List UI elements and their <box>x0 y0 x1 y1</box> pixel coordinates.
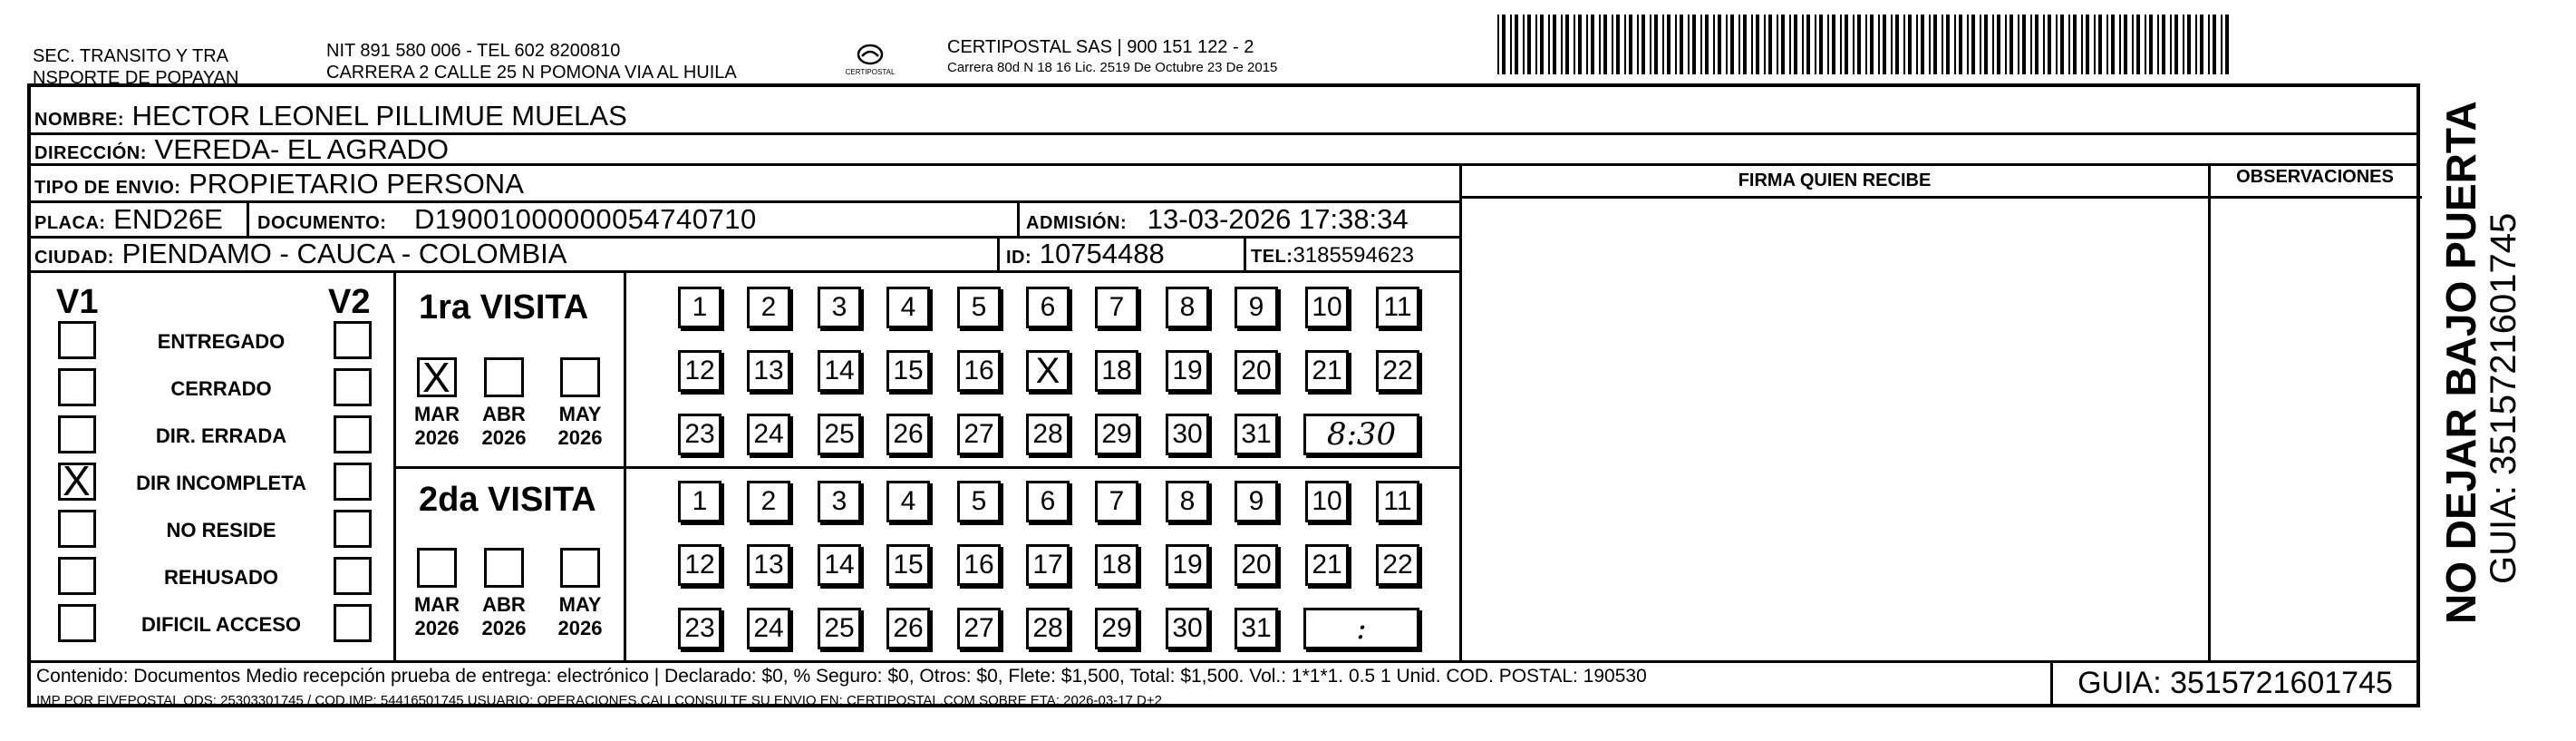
id-value: 10754488 <box>1039 238 1165 269</box>
v2-checkbox[interactable] <box>334 368 372 406</box>
time-field[interactable]: : <box>1303 608 1419 649</box>
day-box[interactable]: 21 <box>1305 350 1349 392</box>
status-option-label: ENTREGADO <box>157 330 286 353</box>
day-box[interactable]: 24 <box>747 414 790 455</box>
day-box[interactable]: 1 <box>678 481 721 522</box>
barcode-bar <box>1713 15 1715 74</box>
barcode-bar <box>2106 15 2108 74</box>
barcode-bar <box>1751 15 1753 74</box>
barcode-bar <box>1705 15 1709 74</box>
day-box[interactable]: 11 <box>1376 287 1419 328</box>
barcode-bar <box>1497 15 1499 74</box>
barcode-bar <box>1777 15 1778 74</box>
tel-value: 3185594623 <box>1293 243 1414 268</box>
barcode-bar <box>1688 15 1690 74</box>
barcode-bar <box>2157 15 2159 74</box>
barcode-bar <box>2170 15 2172 74</box>
day-box[interactable]: 26 <box>886 414 930 455</box>
month-year: 2026 <box>481 426 527 449</box>
day-box[interactable]: 6 <box>1026 481 1070 522</box>
barcode-bar <box>2187 15 2191 74</box>
barcode-bar <box>1865 15 1867 74</box>
day-box[interactable]: 14 <box>818 544 861 586</box>
barcode-bar <box>1980 15 1981 74</box>
day-box[interactable]: 4 <box>886 287 930 328</box>
v2-checkbox[interactable] <box>334 463 372 501</box>
barcode-bar <box>1730 15 1734 74</box>
v2-checkbox[interactable] <box>334 415 372 453</box>
month-label <box>477 593 531 640</box>
day-box[interactable]: 28 <box>1026 608 1070 649</box>
month-name: ABR <box>482 403 526 425</box>
barcode-bar <box>1565 15 1569 74</box>
barcode-bar <box>1599 15 1601 74</box>
barcode-bar <box>2195 15 2197 74</box>
cell-divider <box>247 200 249 236</box>
barcode-bar <box>1680 15 1683 74</box>
day-box[interactable]: 3 <box>818 481 861 522</box>
id-field <box>1006 238 1165 274</box>
day-box[interactable]: X <box>1026 350 1070 392</box>
barcode-bar <box>1718 15 1721 74</box>
direccion-label: DIRECCIÓN: <box>34 143 147 163</box>
month-year: 2026 <box>414 426 460 449</box>
barcode-bar <box>2098 15 2102 74</box>
month-checkbox[interactable] <box>484 548 524 588</box>
barcode-bar <box>2068 15 2070 74</box>
company-line: CERTIPOSTAL SAS | 900 151 122 - 2 <box>947 37 1254 57</box>
v1-checkbox[interactable] <box>58 415 96 453</box>
day-box[interactable]: 7 <box>1095 287 1138 328</box>
barcode-bar <box>1827 15 1829 74</box>
barcode-bar <box>1756 15 1759 74</box>
barcode-bar <box>1548 15 1550 74</box>
month-label <box>553 593 607 640</box>
documento-value: D19001000000054740710 <box>414 203 757 235</box>
day-box[interactable]: 13 <box>747 350 790 392</box>
day-box[interactable]: 19 <box>1166 350 1209 392</box>
cell-divider <box>1017 200 1020 236</box>
barcode-bar <box>1637 15 1639 74</box>
day-box[interactable]: 23 <box>678 608 721 649</box>
address-line: CARRERA 2 CALLE 25 N POMONA VIA AL HUILA <box>326 63 737 83</box>
barcode-bar <box>1883 15 1886 74</box>
placa-field <box>34 203 223 239</box>
month-name: MAR <box>413 593 460 616</box>
id-label: ID: <box>1006 248 1032 268</box>
v2-checkbox[interactable] <box>334 321 372 359</box>
status-option-label: DIFICIL ACCESO <box>140 613 301 636</box>
barcode-bar <box>2073 15 2077 74</box>
day-box[interactable]: 31 <box>1235 608 1278 649</box>
barcode-bar <box>1984 15 1988 74</box>
nit-line: NIT 891 580 006 - TEL 602 8200810 <box>326 41 621 61</box>
barcode-bar <box>1515 15 1518 74</box>
day-box[interactable]: 9 <box>1235 481 1278 522</box>
barcode-bar <box>1967 15 1969 74</box>
barcode-bar <box>1921 15 1924 74</box>
direccion-row <box>34 133 449 170</box>
day-box[interactable]: 15 <box>886 544 930 586</box>
barcode-bar <box>2145 15 2146 74</box>
v2-header: V2 <box>328 283 371 321</box>
barcode-bar <box>1764 15 1766 74</box>
barcode-bar <box>1891 15 1893 74</box>
barcode-bar <box>1815 15 1816 74</box>
day-box[interactable]: 1 <box>678 287 721 328</box>
barcode-bar <box>1929 15 1931 74</box>
month-checkbox[interactable] <box>560 357 600 397</box>
month-checkbox[interactable] <box>560 548 600 588</box>
month-name: MAR <box>413 403 460 425</box>
barcode-bar <box>1954 15 1956 74</box>
month-label <box>553 403 607 450</box>
barcode-bar <box>1789 15 1791 74</box>
barcode-bar <box>2048 15 2051 74</box>
column-header-divider <box>1461 196 2422 199</box>
day-box[interactable]: 27 <box>957 414 1001 455</box>
contenido-line: Contenido: Documentos Medio recepción prueba de entrega: electrónico | Declarado: $0, % Seguro: $0, Otros: $0, Flete: $1,500, Total: $1,500. Vol.: 1*1*1. 0.5 1 Unid. COD. POSTAL: 190530 <box>36 666 1647 687</box>
barcode-bar <box>2124 15 2127 74</box>
barcode-bar <box>1527 15 1531 74</box>
barcode-bar <box>1946 15 1950 74</box>
barcode-graphic <box>1497 15 2233 74</box>
barcode-bar <box>1903 15 1905 74</box>
day-box[interactable]: 2 <box>747 481 790 522</box>
day-box[interactable]: 30 <box>1166 608 1209 649</box>
status-option-label: DIR INCOMPLETA <box>136 472 306 494</box>
barcode-bar <box>1561 15 1563 74</box>
ciudad-label: CIUDAD: <box>34 248 114 268</box>
agency-contact <box>326 40 737 83</box>
barcode-bar <box>1997 15 2000 74</box>
nombre-row <box>34 100 627 136</box>
day-box[interactable]: 12 <box>678 350 721 392</box>
ciudad-field <box>34 238 567 274</box>
cell-divider <box>1244 236 1246 270</box>
tipo-envio-value: PROPIETARIO PERSONA <box>189 168 524 200</box>
day-box[interactable]: 27 <box>957 608 1001 649</box>
day-box[interactable]: 18 <box>1095 544 1138 586</box>
time-field[interactable]: 8:30 <box>1303 414 1419 455</box>
day-box[interactable]: 11 <box>1376 481 1419 522</box>
barcode-bar <box>1832 15 1835 74</box>
barcode-bar <box>2136 15 2140 74</box>
barcode-bar <box>1586 15 1588 74</box>
month-checkbox[interactable] <box>417 548 457 588</box>
month-name: MAY <box>558 593 602 616</box>
barcode-bar <box>2018 15 2019 74</box>
barcode-bar <box>2081 15 2083 74</box>
day-box[interactable]: 26 <box>886 608 930 649</box>
barcode-bar <box>1535 15 1537 74</box>
ciudad-value: PIENDAMO - CAUCA - COLOMBIA <box>121 238 567 269</box>
barcode-bar <box>2060 15 2064 74</box>
barcode-bar <box>1591 15 1594 74</box>
status-option-label: REHUSADO <box>164 566 278 589</box>
day-box[interactable]: 15 <box>886 350 930 392</box>
barcode-bar <box>1878 15 1880 74</box>
barcode-bar <box>2200 15 2203 74</box>
day-box[interactable]: 16 <box>957 544 1001 586</box>
barcode-bar <box>2119 15 2121 74</box>
certipostal-logo <box>834 36 906 87</box>
barcode-bar <box>2009 15 2013 74</box>
tel-label: TEL: <box>1251 247 1293 267</box>
no-dejar-bajo-puerta: NO DEJAR BAJO PUERTA <box>2437 101 2484 624</box>
barcode-bar <box>1726 15 1728 74</box>
day-box[interactable]: 29 <box>1095 608 1138 649</box>
barcode-bar <box>1510 15 1512 74</box>
barcode-bar <box>1675 15 1677 74</box>
nombre-label: NOMBRE: <box>34 110 125 130</box>
barcode-bar <box>1819 15 1823 74</box>
barcode-bar <box>2022 15 2026 74</box>
day-box[interactable]: 7 <box>1095 481 1138 522</box>
barcode-bar <box>2208 15 2210 74</box>
day-box[interactable]: 3 <box>818 287 861 328</box>
day-box[interactable]: 25 <box>818 608 861 649</box>
barcode-bar <box>1692 15 1696 74</box>
barcode-bar <box>1578 15 1582 74</box>
day-box[interactable]: 10 <box>1305 287 1349 328</box>
barcode-bar <box>1992 15 1994 74</box>
month-year: 2026 <box>557 617 603 639</box>
barcode-bar <box>2221 15 2223 74</box>
barcode-bar <box>1959 15 1962 74</box>
month-name: MAY <box>558 403 602 425</box>
day-box[interactable]: 8 <box>1166 287 1209 328</box>
day-box[interactable]: 20 <box>1235 544 1278 586</box>
day-box[interactable]: 20 <box>1235 350 1278 392</box>
barcode-bar <box>2035 15 2039 74</box>
barcode-bar <box>1768 15 1772 74</box>
barcode-bar <box>1667 15 1671 74</box>
day-box[interactable]: 13 <box>747 544 790 586</box>
v1-checkbox[interactable] <box>58 321 96 359</box>
day-box[interactable]: 16 <box>957 350 1001 392</box>
barcode-bar <box>2111 15 2115 74</box>
day-box[interactable]: 9 <box>1235 287 1278 328</box>
barcode-bar <box>1662 15 1664 74</box>
barcode-bar <box>1933 15 1937 74</box>
month-checkbox[interactable] <box>417 354 457 401</box>
v2-checkbox[interactable] <box>334 510 372 548</box>
barcode-bar <box>1616 15 1620 74</box>
barcode-bar <box>2174 15 2178 74</box>
barcode-bar <box>2183 15 2184 74</box>
day-box[interactable]: 12 <box>678 544 721 586</box>
barcode-bar <box>1574 15 1575 74</box>
direccion-value: VEREDA- EL AGRADO <box>154 133 449 165</box>
admision-field <box>1026 203 1409 239</box>
v1-header: V1 <box>56 283 99 321</box>
barcode-bar <box>1523 15 1525 74</box>
visit2-title: 2da VISITA <box>419 481 596 519</box>
barcode-bar <box>1738 15 1740 74</box>
day-box[interactable]: 5 <box>957 287 1001 328</box>
day-box[interactable]: 17 <box>1026 544 1070 586</box>
barcode-bar <box>1857 15 1861 74</box>
day-box[interactable]: 30 <box>1166 414 1209 455</box>
placa-label: PLACA: <box>34 213 106 233</box>
barcode-bar <box>1806 15 1810 74</box>
signature-area[interactable] <box>1463 200 2206 660</box>
barcode-bar <box>2149 15 2153 74</box>
company-info <box>947 36 1277 76</box>
barcode-bar <box>2162 15 2165 74</box>
day-box[interactable]: 14 <box>818 350 861 392</box>
admision-label: ADMISIÓN: <box>1026 213 1128 233</box>
barcode-bar <box>1908 15 1912 74</box>
barcode-bar <box>1794 15 1797 74</box>
barcode-bar <box>2086 15 2089 74</box>
footer-divider <box>27 660 2420 663</box>
nombre-value: HECTOR LEONEL PILLIMUE MUELAS <box>131 100 627 132</box>
admision-value: 13-03-2026 17:38:34 <box>1147 203 1409 235</box>
tipo-envio-row <box>34 168 524 204</box>
barcode-bar <box>1654 15 1658 74</box>
barcode-bar <box>2005 15 2007 74</box>
barcode-bar <box>1781 15 1785 74</box>
check-mark: X <box>63 457 91 504</box>
barcode-bar <box>1700 15 1702 74</box>
v2-checkbox[interactable] <box>334 604 372 642</box>
agency-name <box>33 45 238 89</box>
barcode-bar <box>1971 15 1975 74</box>
day-box[interactable]: 8 <box>1166 481 1209 522</box>
day-box[interactable]: 22 <box>1376 350 1419 392</box>
barcode-bar <box>1641 15 1645 74</box>
barcode-bar <box>1502 15 1506 74</box>
v1-checkbox[interactable] <box>58 457 96 504</box>
day-box[interactable]: 10 <box>1305 481 1349 522</box>
month-label <box>410 593 464 640</box>
barcode-bar <box>2043 15 2045 74</box>
v1-checkbox[interactable] <box>58 557 96 595</box>
month-year: 2026 <box>481 617 527 639</box>
tipo-envio-label: TIPO DE ENVIO: <box>34 178 181 198</box>
signature-column-divider <box>1459 163 1462 662</box>
v2-checkbox[interactable] <box>334 557 372 595</box>
barcode-bar <box>1624 15 1626 74</box>
day-box[interactable]: 19 <box>1166 544 1209 586</box>
v1-checkbox[interactable] <box>58 510 96 548</box>
day-box[interactable]: 2 <box>747 287 790 328</box>
visit-separator <box>393 466 1461 469</box>
barcode-bar <box>2030 15 2032 74</box>
barcode-bar <box>1916 15 1918 74</box>
barcode-bar <box>2132 15 2134 74</box>
documento-field <box>257 203 757 239</box>
month-checkbox[interactable] <box>484 357 524 397</box>
barcode-bar <box>1802 15 1804 74</box>
day-box[interactable]: 6 <box>1026 287 1070 328</box>
status-option-label: DIR. ERRADA <box>155 424 287 447</box>
barcode-bar <box>1840 15 1842 74</box>
v1-checkbox[interactable] <box>58 368 96 406</box>
agency-line-1: SEC. TRANSITO Y TRA <box>33 46 228 66</box>
v1-checkbox[interactable] <box>58 604 96 642</box>
firma-header: FIRMA QUIEN RECIBE <box>1738 171 1932 190</box>
day-box[interactable]: 21 <box>1305 544 1349 586</box>
month-name: ABR <box>482 593 526 616</box>
side-guia: GUIA: 3515721601745 <box>2484 212 2523 584</box>
status-option-label: CERRADO <box>170 377 272 400</box>
month-label <box>477 403 531 450</box>
barcode-bar <box>1603 15 1607 74</box>
barcode-bar <box>1853 15 1855 74</box>
barcode-bar <box>1743 15 1747 74</box>
barcode-bar <box>2225 15 2229 74</box>
day-box[interactable]: 31 <box>1235 414 1278 455</box>
cell-divider <box>997 236 1000 270</box>
barcode-bar <box>2056 15 2058 74</box>
agency-line-2: NSPORTE DE POPAYAN <box>33 68 239 88</box>
barcode-bar <box>1553 15 1556 74</box>
day-box[interactable]: 25 <box>818 414 861 455</box>
barcode <box>1497 15 2233 74</box>
imp-line: IMP POR FIVEPOSTAL ODS: 25303301745 / COD.IMP: 54416501745 USUARIO: OPERACIONES.CALI CONSULTE SU ENVIO EN: CERTIPOSTAL.COM SOBRE ETA: 2026-03-17 D+2 <box>36 693 1162 708</box>
visit1-title: 1ra VISITA <box>419 288 589 327</box>
barcode-bar <box>1629 15 1632 74</box>
barcode-bar <box>1540 15 1544 74</box>
month-year: 2026 <box>414 617 460 639</box>
day-box[interactable]: 4 <box>886 481 930 522</box>
barcode-bar <box>1870 15 1874 74</box>
barcode-bar <box>1845 15 1848 74</box>
documento-label: DOCUMENTO: <box>257 213 387 233</box>
barcode-bar <box>1895 15 1899 74</box>
logo-text: CERTIPOSTAL <box>845 68 896 76</box>
barcode-bar <box>2213 15 2216 74</box>
day-box[interactable]: 22 <box>1376 544 1419 586</box>
day-box[interactable]: 5 <box>957 481 1001 522</box>
day-box[interactable]: 28 <box>1026 414 1070 455</box>
barcode-bar <box>1650 15 1651 74</box>
month-year: 2026 <box>557 426 603 449</box>
day-box[interactable]: 24 <box>747 608 790 649</box>
guia-box: GUIA: 3515721601745 <box>2077 666 2393 700</box>
observations-column-divider <box>2208 163 2211 662</box>
tel-field <box>1251 239 1414 273</box>
day-box[interactable]: 18 <box>1095 350 1138 392</box>
barcode-bar <box>1612 15 1613 74</box>
observations-area[interactable] <box>2212 200 2418 660</box>
placa-value: END26E <box>113 203 223 235</box>
check-mark: X <box>422 354 450 401</box>
day-box[interactable]: 23 <box>678 414 721 455</box>
barcode-bar <box>1942 15 1943 74</box>
status-option-label: NO RESIDE <box>166 519 276 541</box>
day-box[interactable]: 29 <box>1095 414 1138 455</box>
month-label <box>410 403 464 450</box>
barcode-bar <box>2094 15 2096 74</box>
license-line: Carrera 80d N 18 16 Lic. 2519 De Octubre 23 De 2015 <box>947 60 1278 75</box>
observaciones-header: OBSERVACIONES <box>2236 167 2394 187</box>
